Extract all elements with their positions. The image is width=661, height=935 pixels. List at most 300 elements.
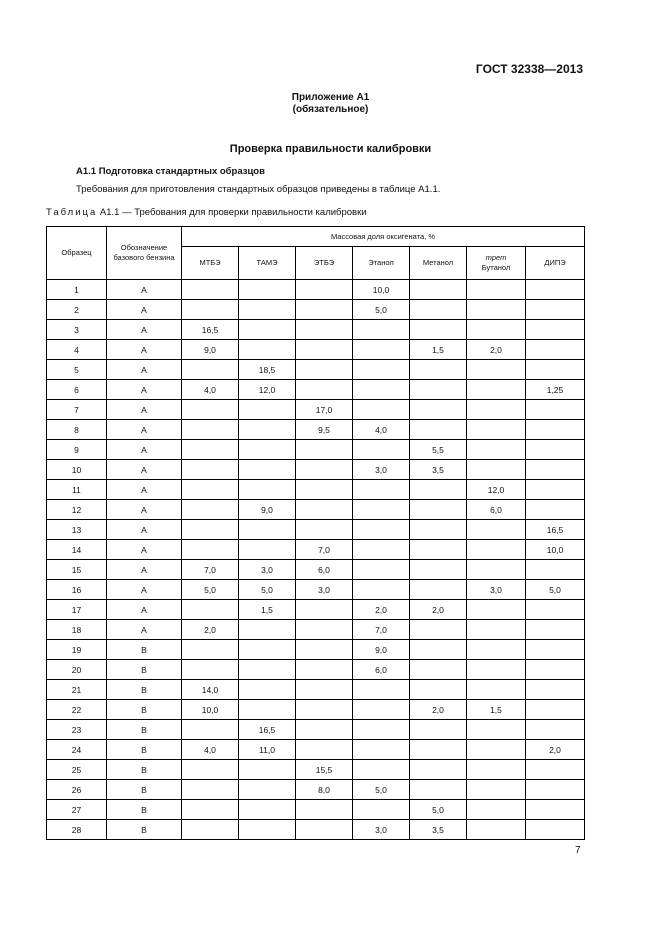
table-cell bbox=[182, 640, 239, 660]
table-row bbox=[47, 660, 585, 680]
header-butanol bbox=[467, 247, 526, 280]
table-cell bbox=[526, 300, 585, 320]
table-cell bbox=[296, 680, 353, 700]
table-cell: 16,5 bbox=[239, 720, 296, 740]
table-cell bbox=[182, 760, 239, 780]
table-cell bbox=[239, 480, 296, 500]
table-cell bbox=[526, 640, 585, 660]
table-cell bbox=[467, 780, 526, 800]
table-cell bbox=[239, 520, 296, 540]
table-cell bbox=[353, 400, 410, 420]
table-cell bbox=[467, 680, 526, 700]
table-cell: В bbox=[107, 700, 182, 720]
table-row bbox=[47, 580, 585, 600]
table-cell: А bbox=[107, 540, 182, 560]
table-cell bbox=[239, 800, 296, 820]
table-cell: 9,0 bbox=[353, 640, 410, 660]
header-tame: ТАМЭ bbox=[239, 247, 296, 280]
table-cell: 7 bbox=[47, 400, 107, 420]
table-cell bbox=[182, 660, 239, 680]
table-cell bbox=[410, 640, 467, 660]
table-row bbox=[47, 700, 585, 720]
subsection-text: Требования для приготовления стандартных образцов приведены в таблице А1.1. bbox=[76, 184, 441, 195]
table-cell bbox=[467, 520, 526, 540]
table-cell bbox=[239, 620, 296, 640]
table-cell: 21 bbox=[47, 680, 107, 700]
table-cell bbox=[353, 480, 410, 500]
table-cell bbox=[353, 360, 410, 380]
appendix-header bbox=[0, 92, 661, 116]
table-cell: В bbox=[107, 740, 182, 760]
table-cell bbox=[182, 360, 239, 380]
table-cell: 10,0 bbox=[182, 700, 239, 720]
table-row bbox=[47, 380, 585, 400]
table-cell: 17 bbox=[47, 600, 107, 620]
table-cell: 18 bbox=[47, 620, 107, 640]
table-cell: 18,5 bbox=[239, 360, 296, 380]
table-cell: В bbox=[107, 800, 182, 820]
table-cell bbox=[239, 400, 296, 420]
table-cell bbox=[353, 760, 410, 780]
table-cell: А bbox=[107, 320, 182, 340]
table-cell bbox=[526, 340, 585, 360]
table-cell: 1,5 bbox=[239, 600, 296, 620]
table-cell bbox=[526, 440, 585, 460]
table-cell bbox=[410, 740, 467, 760]
table-cell bbox=[353, 440, 410, 460]
table-cell: А bbox=[107, 500, 182, 520]
table-row bbox=[47, 320, 585, 340]
table-cell bbox=[296, 340, 353, 360]
table-cell bbox=[296, 360, 353, 380]
table-cell: 4,0 bbox=[182, 380, 239, 400]
table-cell bbox=[239, 640, 296, 660]
table-cell: В bbox=[107, 640, 182, 660]
table-cell bbox=[182, 540, 239, 560]
table-cell bbox=[239, 340, 296, 360]
table-cell bbox=[467, 300, 526, 320]
table-cell: 1,5 bbox=[410, 340, 467, 360]
table-row bbox=[47, 440, 585, 460]
table-cell bbox=[296, 300, 353, 320]
table-cell bbox=[296, 380, 353, 400]
table-cell bbox=[410, 300, 467, 320]
table-cell bbox=[526, 800, 585, 820]
table-cell: 2,0 bbox=[526, 740, 585, 760]
table-cell bbox=[353, 800, 410, 820]
table-cell: 22 bbox=[47, 700, 107, 720]
table-cell: 12 bbox=[47, 500, 107, 520]
table-row bbox=[47, 400, 585, 420]
table-cell bbox=[239, 320, 296, 340]
table-row bbox=[47, 360, 585, 380]
table-cell bbox=[239, 820, 296, 840]
table-cell bbox=[467, 320, 526, 340]
table-cell: 8,0 bbox=[296, 780, 353, 800]
header-mass-fraction: Массовая доля оксигената, % bbox=[182, 227, 585, 247]
table-cell: 16,5 bbox=[526, 520, 585, 540]
table-cell: 25 bbox=[47, 760, 107, 780]
header-ethanol: Этанол bbox=[353, 247, 410, 280]
table-cell: 8 bbox=[47, 420, 107, 440]
table-cell: 7,0 bbox=[182, 560, 239, 580]
table-cell bbox=[467, 800, 526, 820]
table-row bbox=[47, 300, 585, 320]
table-cell bbox=[410, 320, 467, 340]
table-cell bbox=[526, 400, 585, 420]
table-cell: В bbox=[107, 680, 182, 700]
table-cell bbox=[526, 700, 585, 720]
table-cell bbox=[239, 420, 296, 440]
table-row bbox=[47, 640, 585, 660]
table-cell: 5,0 bbox=[353, 780, 410, 800]
table-cell bbox=[410, 620, 467, 640]
table-cell bbox=[467, 820, 526, 840]
table-cell: 7,0 bbox=[353, 620, 410, 640]
table-cell bbox=[296, 440, 353, 460]
calibration-table bbox=[46, 226, 585, 840]
table-cell bbox=[467, 280, 526, 300]
table-cell: А bbox=[107, 380, 182, 400]
table-cell bbox=[182, 780, 239, 800]
table-cell bbox=[182, 440, 239, 460]
table-cell: 2,0 bbox=[410, 700, 467, 720]
table-cell bbox=[353, 340, 410, 360]
table-cell: А bbox=[107, 420, 182, 440]
table-cell: 2,0 bbox=[467, 340, 526, 360]
table-cell bbox=[410, 660, 467, 680]
table-cell bbox=[526, 280, 585, 300]
table-cell: 5,5 bbox=[410, 440, 467, 460]
table-cell bbox=[239, 660, 296, 680]
table-cell: 3 bbox=[47, 320, 107, 340]
table-cell: 17,0 bbox=[296, 400, 353, 420]
table-cell bbox=[296, 820, 353, 840]
subsection-title: А1.1 Подготовка стандартных образцов bbox=[76, 166, 265, 177]
table-cell bbox=[410, 760, 467, 780]
table-cell bbox=[467, 740, 526, 760]
table-cell bbox=[239, 440, 296, 460]
table-cell bbox=[296, 320, 353, 340]
table-cell bbox=[182, 280, 239, 300]
table-cell: 20 bbox=[47, 660, 107, 680]
table-cell bbox=[410, 420, 467, 440]
table-row bbox=[47, 680, 585, 700]
table-cell: 26 bbox=[47, 780, 107, 800]
table-cell: 2,0 bbox=[410, 600, 467, 620]
table-cell: А bbox=[107, 580, 182, 600]
table-cell: 2,0 bbox=[353, 600, 410, 620]
table-cell bbox=[526, 660, 585, 680]
table-cell bbox=[410, 380, 467, 400]
table-cell: 12,0 bbox=[239, 380, 296, 400]
table-cell: А bbox=[107, 480, 182, 500]
table-cell: 3,0 bbox=[353, 820, 410, 840]
table-cell: 9 bbox=[47, 440, 107, 460]
table-cell: А bbox=[107, 300, 182, 320]
table-cell bbox=[296, 500, 353, 520]
table-cell bbox=[296, 640, 353, 660]
table-cell: 1,25 bbox=[526, 380, 585, 400]
table-cell bbox=[353, 560, 410, 580]
table-cell: 12,0 bbox=[467, 480, 526, 500]
table-cell: В bbox=[107, 720, 182, 740]
table-cell: А bbox=[107, 340, 182, 360]
table-cell: В bbox=[107, 780, 182, 800]
table-cell: В bbox=[107, 820, 182, 840]
table-cell: А bbox=[107, 560, 182, 580]
table-cell bbox=[182, 520, 239, 540]
table-cell bbox=[526, 620, 585, 640]
appendix-title: Приложение А1 bbox=[291, 92, 370, 103]
table-caption bbox=[46, 207, 367, 218]
table-cell: 16,5 bbox=[182, 320, 239, 340]
table-row bbox=[47, 340, 585, 360]
table-cell bbox=[410, 400, 467, 420]
table-cell bbox=[467, 720, 526, 740]
table-cell: 27 bbox=[47, 800, 107, 820]
table-cell bbox=[467, 560, 526, 580]
table-cell: В bbox=[107, 660, 182, 680]
table-caption-word: Таблица bbox=[46, 207, 98, 218]
table-cell: 2 bbox=[47, 300, 107, 320]
header-base-gasoline: Обозначение базового бензина bbox=[107, 227, 182, 280]
table-body bbox=[47, 280, 585, 840]
table-cell bbox=[526, 500, 585, 520]
table-cell bbox=[410, 500, 467, 520]
table-cell: 9,0 bbox=[239, 500, 296, 520]
table-cell: 4,0 bbox=[353, 420, 410, 440]
table-cell: 14,0 bbox=[182, 680, 239, 700]
table-cell bbox=[239, 700, 296, 720]
table-cell: 3,0 bbox=[467, 580, 526, 600]
table-cell bbox=[296, 740, 353, 760]
header-sample: Образец bbox=[47, 227, 107, 280]
table-cell: 23 bbox=[47, 720, 107, 740]
table-cell bbox=[239, 760, 296, 780]
table-cell bbox=[296, 720, 353, 740]
header-methanol: Метанол bbox=[410, 247, 467, 280]
table-cell bbox=[526, 560, 585, 580]
table-cell: 16 bbox=[47, 580, 107, 600]
table-row bbox=[47, 540, 585, 560]
table-cell: 5 bbox=[47, 360, 107, 380]
header-dipe: ДИПЭ bbox=[526, 247, 585, 280]
table-cell: 10 bbox=[47, 460, 107, 480]
table-cell bbox=[467, 660, 526, 680]
table-cell bbox=[526, 480, 585, 500]
table-cell bbox=[182, 460, 239, 480]
table-cell: 6,0 bbox=[296, 560, 353, 580]
table-cell bbox=[239, 540, 296, 560]
table-caption-rest: А1.1 — Требования для проверки правильности калибровки bbox=[97, 207, 367, 218]
table-cell: 4,0 bbox=[182, 740, 239, 760]
table-cell: В bbox=[107, 760, 182, 780]
table-cell bbox=[296, 600, 353, 620]
table-row bbox=[47, 820, 585, 840]
table-row bbox=[47, 760, 585, 780]
table-cell bbox=[353, 380, 410, 400]
table-cell: 6,0 bbox=[467, 500, 526, 520]
table-cell bbox=[353, 320, 410, 340]
table-cell: 28 bbox=[47, 820, 107, 840]
table-cell bbox=[410, 280, 467, 300]
table-cell bbox=[296, 800, 353, 820]
table-cell: 5,0 bbox=[239, 580, 296, 600]
table-cell bbox=[296, 280, 353, 300]
table-row bbox=[47, 800, 585, 820]
table-cell: 24 bbox=[47, 740, 107, 760]
table-cell bbox=[182, 500, 239, 520]
table-cell: 3,5 bbox=[410, 460, 467, 480]
table-cell: 15,5 bbox=[296, 760, 353, 780]
table-row bbox=[47, 280, 585, 300]
table-cell: 19 bbox=[47, 640, 107, 660]
table-cell bbox=[526, 760, 585, 780]
table-cell bbox=[467, 360, 526, 380]
table-cell bbox=[410, 720, 467, 740]
table-cell bbox=[182, 720, 239, 740]
table-cell bbox=[410, 580, 467, 600]
table-cell bbox=[526, 360, 585, 380]
table-cell bbox=[296, 480, 353, 500]
table-cell bbox=[526, 600, 585, 620]
table-row bbox=[47, 420, 585, 440]
header-etbe: ЭТБЭ bbox=[296, 247, 353, 280]
table-cell: 6 bbox=[47, 380, 107, 400]
table-cell bbox=[239, 280, 296, 300]
table-cell: А bbox=[107, 520, 182, 540]
table-row bbox=[47, 780, 585, 800]
table-cell bbox=[239, 780, 296, 800]
table-cell: 2,0 bbox=[182, 620, 239, 640]
table-cell: 5,0 bbox=[182, 580, 239, 600]
table-cell: 15 bbox=[47, 560, 107, 580]
table-cell: 13 bbox=[47, 520, 107, 540]
table-cell bbox=[526, 460, 585, 480]
table-cell bbox=[182, 480, 239, 500]
table-cell: 1 bbox=[47, 280, 107, 300]
table-cell bbox=[353, 740, 410, 760]
table-cell bbox=[182, 420, 239, 440]
table-cell bbox=[467, 640, 526, 660]
table-cell bbox=[467, 540, 526, 560]
table-cell bbox=[467, 440, 526, 460]
table-cell bbox=[353, 520, 410, 540]
table-cell bbox=[467, 760, 526, 780]
table-cell bbox=[410, 560, 467, 580]
table-cell bbox=[353, 580, 410, 600]
table-cell: 4 bbox=[47, 340, 107, 360]
table-cell bbox=[182, 600, 239, 620]
table-cell bbox=[353, 540, 410, 560]
table-cell bbox=[353, 680, 410, 700]
table-cell bbox=[467, 400, 526, 420]
table-row bbox=[47, 740, 585, 760]
table-cell: 7,0 bbox=[296, 540, 353, 560]
table-row bbox=[47, 520, 585, 540]
table-cell bbox=[239, 460, 296, 480]
table-cell: 14 bbox=[47, 540, 107, 560]
section-title: Проверка правильности калибровки bbox=[229, 143, 432, 155]
table-cell: А bbox=[107, 360, 182, 380]
table-cell: А bbox=[107, 620, 182, 640]
table-cell: 5,0 bbox=[410, 800, 467, 820]
table-cell bbox=[182, 800, 239, 820]
table-cell bbox=[353, 720, 410, 740]
table-cell bbox=[296, 660, 353, 680]
table-row bbox=[47, 720, 585, 740]
table-cell: 11 bbox=[47, 480, 107, 500]
table-cell bbox=[182, 400, 239, 420]
table-cell bbox=[526, 780, 585, 800]
table-cell bbox=[296, 460, 353, 480]
table-cell bbox=[296, 700, 353, 720]
table-cell bbox=[353, 500, 410, 520]
table-cell: 5,0 bbox=[353, 300, 410, 320]
table-cell: 11,0 bbox=[239, 740, 296, 760]
table-cell: 1,5 bbox=[467, 700, 526, 720]
table-row bbox=[47, 600, 585, 620]
table-cell: 10,0 bbox=[353, 280, 410, 300]
table-cell bbox=[239, 680, 296, 700]
table-cell bbox=[296, 620, 353, 640]
table-cell: 3,0 bbox=[239, 560, 296, 580]
table-cell: 9,5 bbox=[296, 420, 353, 440]
table-cell bbox=[239, 300, 296, 320]
header-butanol-label: Бутанол bbox=[481, 263, 511, 272]
table-cell bbox=[410, 780, 467, 800]
table-cell bbox=[526, 680, 585, 700]
table-cell: 3,5 bbox=[410, 820, 467, 840]
appendix-status: (обязательное) bbox=[292, 104, 369, 115]
table-cell bbox=[467, 420, 526, 440]
table-cell bbox=[467, 380, 526, 400]
table-cell bbox=[467, 600, 526, 620]
table-cell bbox=[410, 480, 467, 500]
table-row bbox=[47, 480, 585, 500]
table-row bbox=[47, 560, 585, 580]
table-cell bbox=[182, 820, 239, 840]
table-cell bbox=[467, 620, 526, 640]
table-cell bbox=[353, 700, 410, 720]
table-cell: 3,0 bbox=[353, 460, 410, 480]
table-cell: 3,0 bbox=[296, 580, 353, 600]
table-cell bbox=[526, 320, 585, 340]
table-cell: А bbox=[107, 280, 182, 300]
table-cell bbox=[410, 360, 467, 380]
table-row bbox=[47, 500, 585, 520]
table-cell bbox=[526, 420, 585, 440]
table-cell: 6,0 bbox=[353, 660, 410, 680]
table-row bbox=[47, 620, 585, 640]
table-row bbox=[47, 460, 585, 480]
page-number: 7 bbox=[575, 845, 581, 856]
standard-number: ГОСТ 32338—2013 bbox=[475, 62, 583, 76]
table-cell: А bbox=[107, 600, 182, 620]
table-cell bbox=[182, 300, 239, 320]
table-cell: А bbox=[107, 460, 182, 480]
table-cell: 10,0 bbox=[526, 540, 585, 560]
header-mtbe: МТБЭ bbox=[182, 247, 239, 280]
table-cell bbox=[410, 680, 467, 700]
table-cell: 5,0 bbox=[526, 580, 585, 600]
table-cell bbox=[410, 520, 467, 540]
table-cell: А bbox=[107, 440, 182, 460]
table-cell bbox=[296, 520, 353, 540]
table-cell: 9,0 bbox=[182, 340, 239, 360]
table-cell bbox=[526, 720, 585, 740]
